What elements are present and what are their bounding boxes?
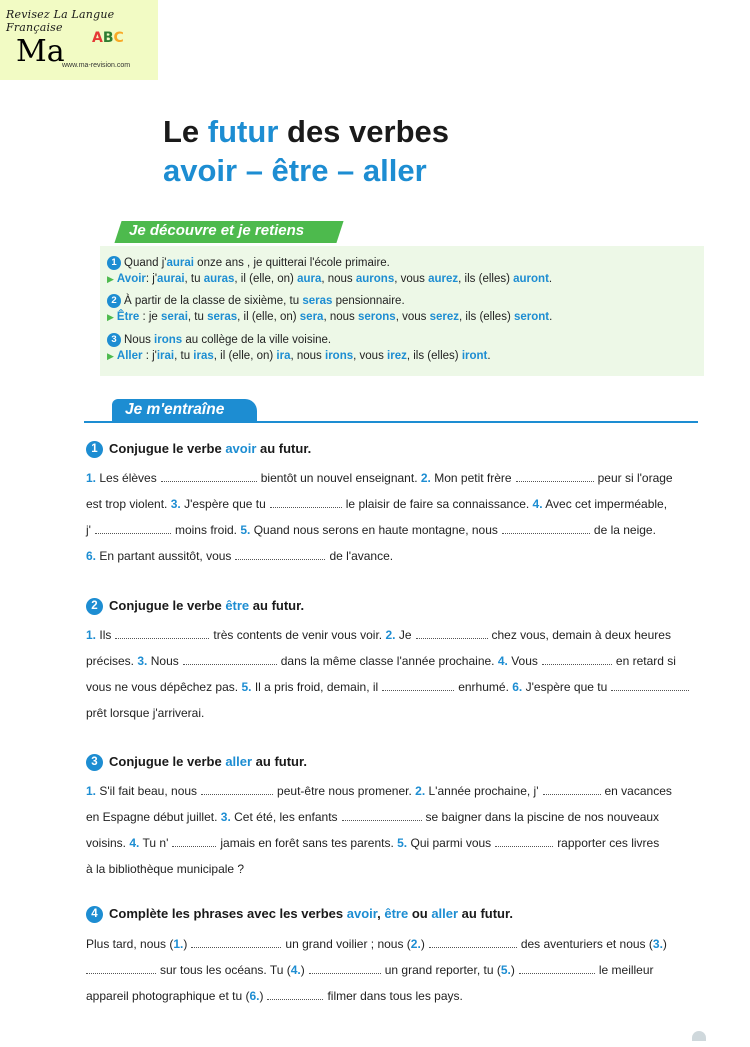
logo-url: www.ma-revision.com [62, 62, 131, 69]
exercise-4-line-2: sur tous les océans. Tu (4.) un grand reporter, tu (5.) le meilleur [86, 963, 654, 977]
discover-heading: Je découvre et je retiens [129, 222, 305, 239]
exercise-3-line-1: 1. S'il fait beau, nous peut-être nous promener. 2. L'année prochaine, j' en vacances [86, 784, 672, 798]
logo-abc-icon: ABC [92, 30, 124, 46]
discover-example-2: 2 À partir de la classe de sixième, tu seras pensionnaire. [107, 294, 405, 308]
answer-blank[interactable] [191, 937, 281, 948]
answer-blank[interactable] [542, 654, 612, 665]
answer-blank[interactable] [309, 963, 381, 974]
exercise-2-line-3: vous ne vous dépêchez pas. 5. Il a pris froid, demain, il enrhumé. 6. J'espère que tu [86, 680, 693, 694]
exercise-1-line-4: 6. En partant aussitôt, vous de l'avance. [86, 549, 394, 563]
logo-tagline: Revisez La Langue Française [6, 8, 115, 34]
train-heading: Je m'entraîne [125, 401, 225, 418]
answer-blank[interactable] [519, 963, 595, 974]
answer-blank[interactable] [161, 471, 257, 482]
answer-blank[interactable] [115, 628, 209, 639]
exercise-3-line-2: en Espagne début juillet. 3. Cet été, les enfants se baigner dans la piscine de nos nouveaux [86, 810, 660, 824]
answer-blank[interactable] [495, 836, 553, 847]
answer-blank[interactable] [183, 654, 277, 665]
answer-blank[interactable] [416, 628, 488, 639]
answer-blank[interactable] [235, 549, 325, 560]
site-logo [0, 0, 158, 80]
answer-blank[interactable] [172, 836, 216, 847]
exercise-4-title: 4 Complète les phrases avec les verbes avoir, être ou aller au futur. [86, 906, 513, 923]
exercise-2-line-2: précises. 3. Nous dans la même classe l'année prochaine. 4. Vous en retard si [86, 654, 676, 668]
exercise-2-line-4: prêt lorsque j'arriverai. [86, 706, 205, 720]
exercise-3-line-3: voisins. 4. Tu n' jamais en forêt sans tes parents. 5. Qui parmi vous rapporter ces livres [86, 836, 660, 850]
discover-conjugation-aller: ▶ Aller : j'irai, tu iras, il (elle, on) ira, nous irons, vous irez, ils (elles) iront. [107, 350, 491, 362]
exercise-4-line-3: appareil photographique et tu (6.) filmer dans tous les pays. [86, 989, 463, 1003]
discover-example-1: 1 Quand j'aurai onze ans , je quitterai l'école primaire. [107, 256, 390, 270]
answer-blank[interactable] [342, 810, 422, 821]
discover-example-3: 3 Nous irons au collège de la ville voisine. [107, 333, 331, 347]
answer-blank[interactable] [516, 471, 594, 482]
exercise-1-line-2: est trop violent. 3. J'espère que tu le plaisir de faire sa connaissance. 4. Avec cet imperméable, [86, 497, 668, 511]
exercise-1-line-3: j' moins froid. 5. Quand nous serons en haute montagne, nous de la neige. [86, 523, 656, 537]
page-title: Le futur des verbes [163, 114, 449, 149]
exercise-1-line-1: 1. Les élèves bientôt un nouvel enseignant. 2. Mon petit frère peur si l'orage [86, 471, 673, 485]
answer-blank[interactable] [382, 680, 454, 691]
page-corner-icon [692, 1031, 706, 1041]
discover-conjugation-etre: ▶ Être : je serai, tu seras, il (elle, on) sera, nous serons, vous serez, ils (elles) seront. [107, 311, 553, 323]
answer-blank[interactable] [543, 784, 601, 795]
exercise-2-line-1: 1. Ils très contents de venir vous voir. 2. Je chez vous, demain à deux heures [86, 628, 671, 642]
answer-blank[interactable] [267, 989, 323, 1000]
logo-ma: Ma [16, 34, 65, 69]
answer-blank[interactable] [502, 523, 590, 534]
page-subtitle: avoir – être – aller [163, 153, 427, 188]
train-divider [84, 421, 698, 423]
answer-blank[interactable] [86, 963, 156, 974]
answer-blank[interactable] [201, 784, 273, 795]
exercise-3-line-4: à la bibliothèque municipale ? [86, 862, 245, 876]
answer-blank[interactable] [429, 937, 517, 948]
discover-conjugation-avoir: ▶ Avoir: j'aurai, tu auras, il (elle, on) aura, nous aurons, vous aurez, ils (elles) auront. [107, 273, 553, 285]
exercise-4-line-1: Plus tard, nous (1.) un grand voilier ; nous (2.) des aventuriers et nous (3.) [86, 937, 667, 951]
exercise-1-title: 1 Conjugue le verbe avoir au futur. [86, 441, 311, 458]
answer-blank[interactable] [270, 497, 342, 508]
answer-blank[interactable] [95, 523, 171, 534]
exercise-3-title: 3 Conjugue le verbe aller au futur. [86, 754, 307, 771]
exercise-2-title: 2 Conjugue le verbe être au futur. [86, 598, 304, 615]
answer-blank[interactable] [611, 680, 689, 691]
